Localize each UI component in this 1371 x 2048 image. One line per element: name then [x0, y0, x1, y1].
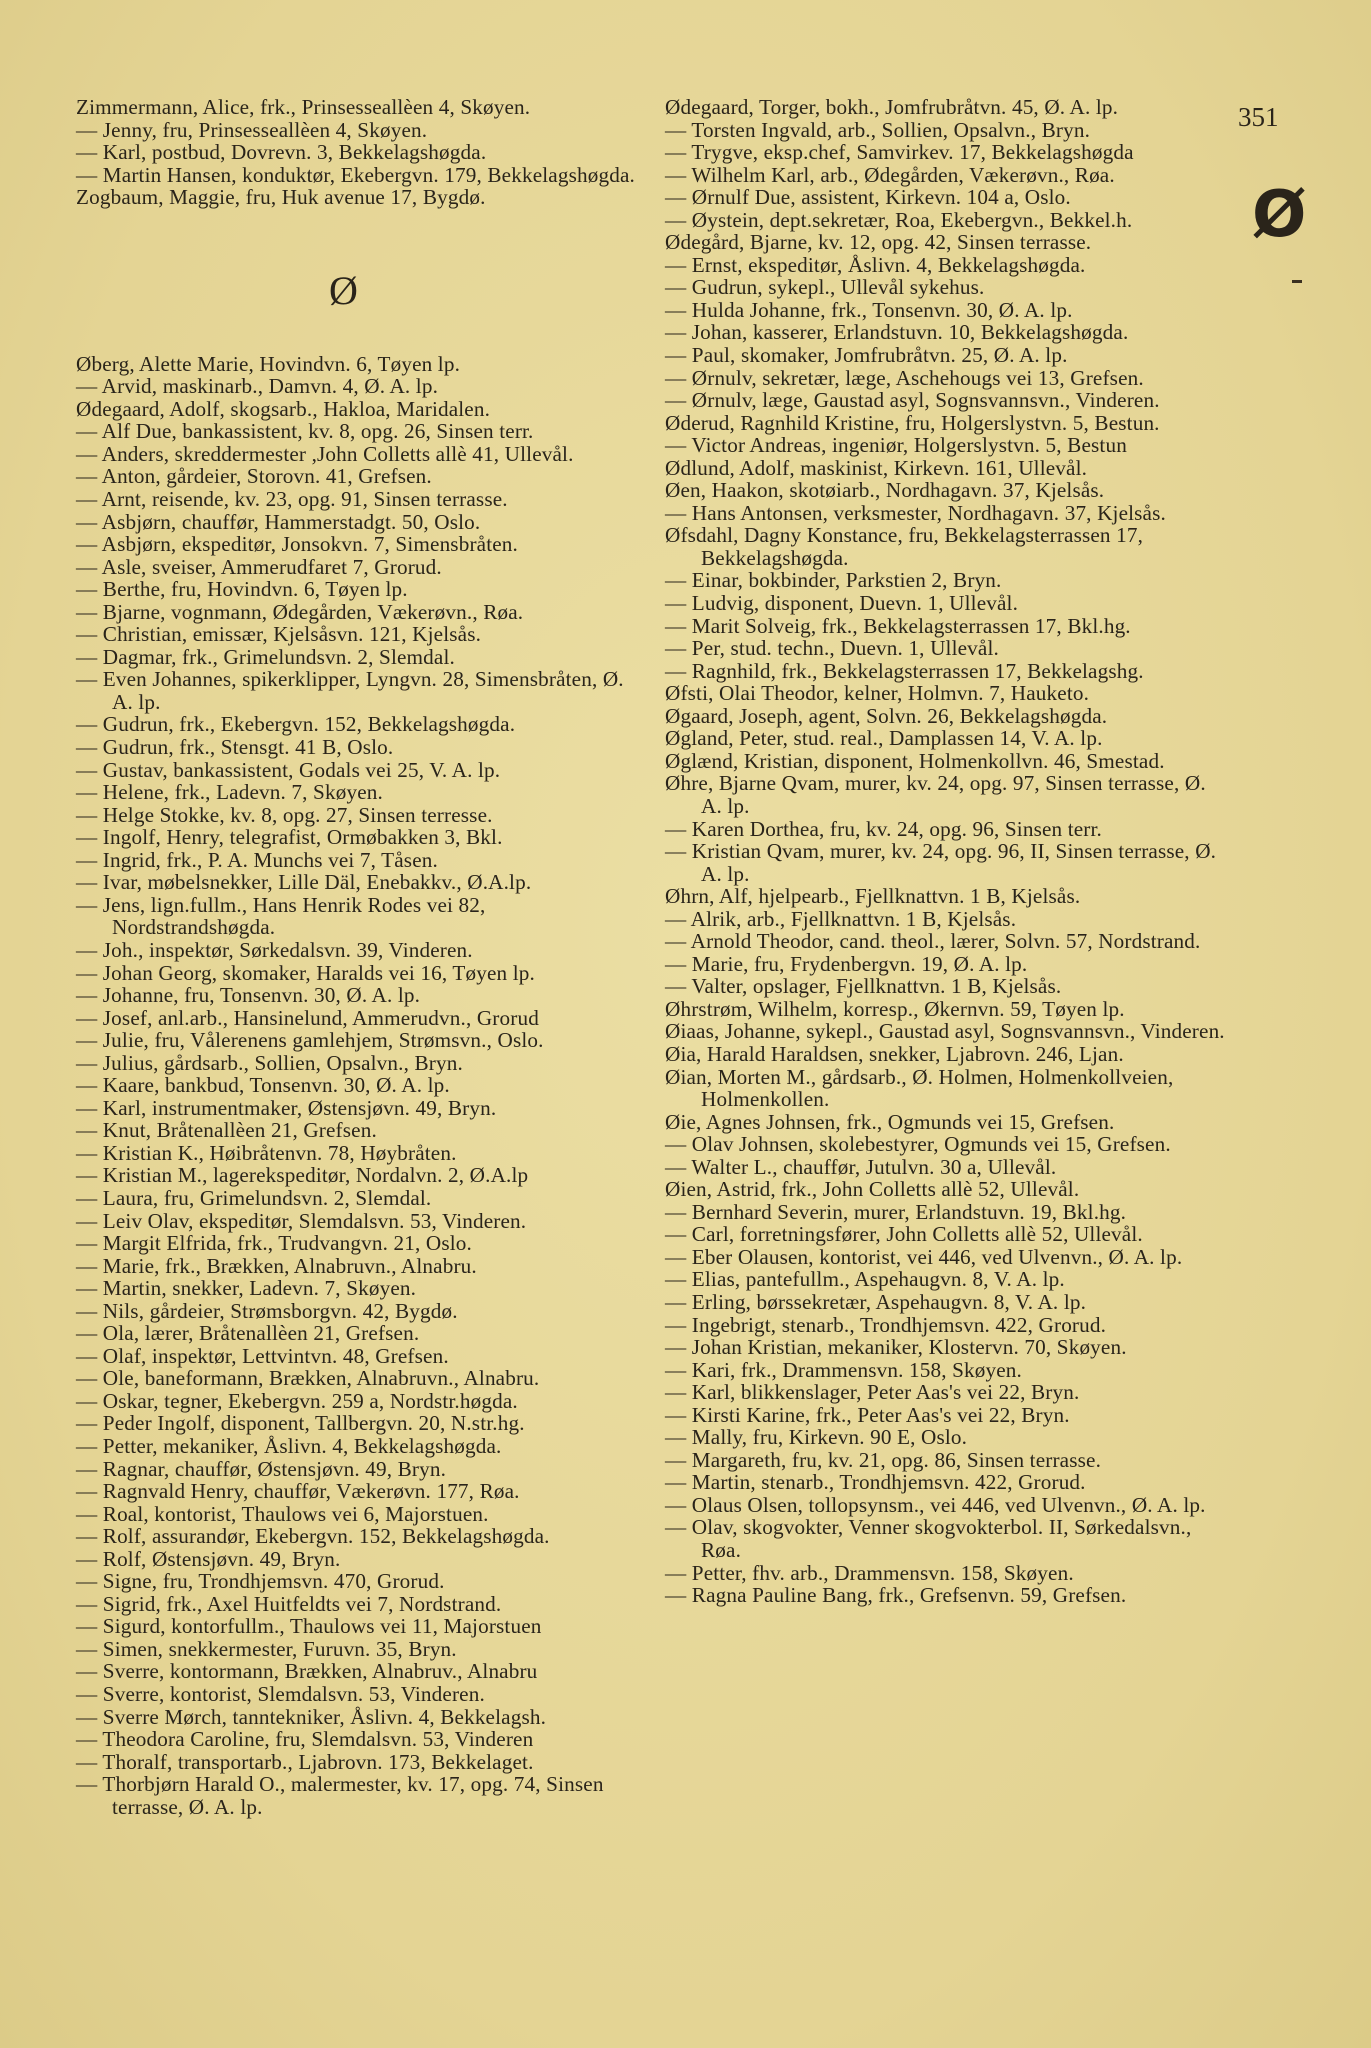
directory-entry: — Petter, mekaniker, Åslivn. 4, Bekkelagshøgda. — [76, 1433, 502, 1458]
z-entries — [76, 96, 641, 209]
o-slash-entries-left — [76, 353, 641, 1819]
directory-entry: — Kari, frk., Drammensvn. 158, Skøyen. — [665, 1357, 1023, 1382]
directory-entry: Øhrstrøm, Wilhelm, korresp., Økernvn. 59, Tøyen lp. — [665, 996, 1125, 1021]
directory-entry: — Øystein, dept.sekretær, Roa, Ekebergvn., Bekkel.h. — [665, 207, 1133, 232]
directory-entry: Øgaard, Joseph, agent, Solvn. 26, Bekkelagshøgda. — [665, 703, 1108, 728]
directory-entry: — Julie, fru, Vålerenens gamlehjem, Strømsvn., Oslo. — [76, 1028, 544, 1053]
directory-entry: — Sverre, kontorist, Slemdalsvn. 53, Vinderen. — [76, 1682, 485, 1706]
directory-entry: — Kristian M., lagerekspeditør, Nordalvn. 2, Ø.A.lp — [76, 1163, 529, 1188]
directory-entry: — Ernst, ekspeditør, Åslivn. 4, Bekkelagshøgda. — [665, 252, 1086, 277]
o-slash-entries-right — [665, 96, 1230, 1607]
directory-entry: Øgland, Peter, stud. real., Damplassen 14, V. A. lp. — [665, 726, 1103, 751]
directory-entry: Ødlund, Adolf, maskinist, Kirkevn. 161, Ullevål. — [665, 455, 1088, 480]
directory-entry: Ødegaard, Adolf, skogsarb., Hakloa, Maridalen. — [76, 396, 491, 421]
section-letter: Ø — [328, 267, 359, 313]
directory-entry: — Ørnulf Due, assistent, Kirkevn. 104 a, Oslo. — [665, 185, 1071, 210]
directory-entry: — Olaf, inspektør, Lettvintvn. 48, Grefsen. — [76, 1343, 449, 1368]
directory-entry: — Ingolf, Henry, telegrafist, Ormøbakken 3, Bkl. — [76, 825, 503, 850]
directory-entry: — Alf Due, bankassistent, kv. 8, opg. 26, Sinsen terr. — [76, 419, 534, 444]
directory-entry: — Asbjørn, chauffør, Hammerstadgt. 50, Oslo. — [76, 509, 481, 534]
directory-entry: — Arnold Theodor, cand. theol., lærer, Solvn. 57, Nordstrand. — [665, 929, 1201, 954]
directory-entry: — Martin, stenarb., Trondhjemsvn. 422, Grorud. — [665, 1470, 1086, 1495]
directory-entry: — Einar, bokbinder, Parkstien 2, Bryn. — [665, 568, 1002, 593]
directory-entry: — Torsten Ingvald, arb., Sollien, Opsalvn., Bryn. — [665, 117, 1091, 142]
directory-entry: — Trygve, eksp.chef, Samvirkev. 17, Bekkelagshøgda — [665, 140, 1134, 165]
directory-entry: — Peder Ingolf, disponent, Tallbergvn. 20, N.str.hg. — [76, 1411, 525, 1436]
directory-entry: — Hans Antonsen, verksmester, Nordhagavn. 37, Kjelsås. — [665, 500, 1166, 525]
directory-entry: Øen, Haakon, skotøiarb., Nordhagavn. 37, Kjelsås. — [665, 478, 1105, 503]
directory-entry: — Julius, gårdsarb., Sollien, Opsalvn., Bryn. — [76, 1050, 463, 1075]
directory-entry: — Kristian Qvam, murer, kv. 24, opg. 96, II, Sinsen terrasse, Ø. A. lp. — [665, 839, 1217, 886]
directory-entry: — Arvid, maskinarb., Damvn. 4, Ø. A. lp. — [76, 374, 439, 399]
directory-entry: — Olaus Olsen, tollopsynsm., vei 446, ved Ulvenvn., Ø. A. lp. — [665, 1492, 1206, 1517]
directory-entry: — Kristian K., Høibråtenvn. 78, Høybråten. — [76, 1140, 457, 1165]
directory-entry: — Ørnulv, læge, Gaustad asyl, Sognsvannsvn., Vinderen. — [665, 388, 1160, 413]
directory-entry: — Ivar, møbelsnekker, Lille Däl, Enebakkv., Ø.A.lp. — [76, 870, 532, 895]
directory-entry: Øderud, Ragnhild Kristine, fru, Holgerslystvn. 5, Bestun. — [665, 410, 1160, 435]
right-column — [665, 96, 1230, 1607]
directory-entry: — Roal, kontorist, Thaulows vei 6, Majorstuen. — [76, 1501, 489, 1526]
directory-entry: — Asbjørn, ekspeditør, Jonsokvn. 7, Simensbråten. — [76, 532, 518, 557]
directory-entry: Øien, Astrid, frk., John Colletts allè 52, Ullevål. — [665, 1177, 1080, 1202]
directory-entry: — Paul, skomaker, Jomfrubråtvn. 25, Ø. A. lp. — [665, 343, 1068, 368]
directory-entry: — Helge Stokke, kv. 8, opg. 27, Sinsen terresse. — [76, 802, 493, 827]
directory-entry: — Ingrid, frk., P. A. Munchs vei 7, Tåsen. — [76, 847, 438, 872]
directory-entry: Øian, Morten M., gårdsarb., Ø. Holmen, Holmenkollveien, Holmenkollen. — [665, 1064, 1174, 1112]
directory-entry: — Gustav, bankassistent, Godals vei 25, V. A. lp. — [76, 757, 501, 782]
directory-entry: — Gudrun, sykepl., Ullevål sykehus. — [665, 275, 985, 300]
page-number: 351 — [1238, 102, 1279, 132]
directory-entry: Øfsti, Olai Theodor, kelner, Holmvn. 7, Hauketo. — [665, 681, 1090, 706]
directory-entry: — Hulda Johanne, frk., Tonsenvn. 30, Ø. A. lp. — [665, 297, 1073, 322]
directory-entry: — Johan Georg, skomaker, Haralds vei 16, Tøyen lp. — [76, 960, 535, 985]
directory-entry: Øiaas, Johanne, sykepl., Gaustad asyl, Sognsvannsvn., Vinderen. — [665, 1019, 1225, 1044]
directory-entry: — Ola, lærer, Bråtenallèen 21, Grefsen. — [76, 1321, 420, 1346]
directory-entry: — Leiv Olav, ekspeditør, Slemdalsvn. 53, Vinderen. — [76, 1208, 527, 1233]
directory-entry: — Anton, gårdeier, Storovn. 41, Grefsen. — [76, 464, 432, 489]
directory-entry: — Karen Dorthea, fru, kv. 24, opg. 96, Sinsen terr. — [665, 816, 1102, 841]
directory-entry: — Karl, postbud, Dovrevn. 3, Bekkelagshøgda. — [76, 140, 487, 165]
directory-entry: — Laura, fru, Grimelundsvn. 2, Slemdal. — [76, 1185, 432, 1210]
directory-entry: — Ragnhild, frk., Bekkelagsterrassen 17, Bekkelagshg. — [665, 658, 1144, 683]
directory-entry: — Mally, fru, Kirkevn. 90 E, Oslo. — [665, 1425, 968, 1450]
directory-entry: — Ragnar, chauffør, Østensjøvn. 49, Bryn. — [76, 1456, 447, 1481]
left-column — [76, 96, 641, 1818]
directory-entry: — Karl, instrumentmaker, Østensjøvn. 49, Bryn. — [76, 1095, 497, 1120]
directory-entry: — Kirsti Karine, frk., Peter Aas's vei 22, Bryn. — [665, 1402, 1070, 1427]
directory-entry: — Marie, frk., Brækken, Alnabruvn., Alnabru. — [76, 1253, 477, 1278]
directory-entry: — Olav Johnsen, skolebestyrer, Ogmunds vei 15, Grefsen. — [665, 1132, 1171, 1157]
directory-entry: — Valter, opslager, Fjellknattvn. 1 B, Kjelsås. — [665, 974, 1062, 999]
directory-entry: — Helene, frk., Ladevn. 7, Skøyen. — [76, 780, 383, 805]
directory-entry: — Nils, gårdeier, Strømsborgvn. 42, Bygdø. — [76, 1298, 458, 1323]
directory-entry: — Alrik, arb., Fjellknattvn. 1 B, Kjelsås. — [665, 906, 1017, 931]
directory-entry: Øberg, Alette Marie, Hovindvn. 6, Tøyen lp. — [76, 351, 461, 376]
directory-entry: — Thoralf, transportarb., Ljabrovn. 173, Bekkelaget. — [76, 1749, 534, 1774]
directory-entry: — Jens, lign.fullm., Hans Henrik Rodes vei 82, Nordstrandshøgda. — [76, 892, 486, 940]
directory-entry: — Joh., inspektør, Sørkedalsvn. 39, Vinderen. — [76, 937, 473, 962]
directory-entry: — Johan, kasserer, Erlandstuvn. 10, Bekkelagshøgda. — [665, 320, 1129, 345]
directory-entry: — Gudrun, frk., Stensgt. 41 B, Oslo. — [76, 735, 394, 760]
directory-entry: — Margit Elfrida, frk., Trudvangvn. 21, Oslo. — [76, 1231, 472, 1256]
directory-entry: — Simen, snekkermester, Furuvn. 35, Bryn. — [76, 1636, 457, 1661]
directory-entry: — Theodora Caroline, fru, Slemdalsvn. 53, Vinderen — [76, 1727, 534, 1752]
directory-entry: Øglænd, Kristian, disponent, Holmenkollvn. 46, Smestad. — [665, 748, 1165, 773]
directory-entry: — Dagmar, frk., Grimelundsvn. 2, Slemdal. — [76, 644, 455, 669]
directory-entry: — Karl, blikkenslager, Peter Aas's vei 22, Bryn. — [665, 1380, 1080, 1405]
directory-entry: — Ludvig, disponent, Duevn. 1, Ullevål. — [665, 591, 1019, 616]
directory-entry: — Arnt, reisende, kv. 23, opg. 91, Sinsen terrasse. — [76, 487, 508, 512]
directory-entry: — Oskar, tegner, Ekebergvn. 259 a, Nordstr.høgda. — [76, 1388, 518, 1413]
directory-entry: — Rolf, assurandør, Ekebergvn. 152, Bekkelagshøgda. — [76, 1524, 550, 1549]
directory-entry: Ødegård, Bjarne, kv. 12, opg. 42, Sinsen terrasse. — [665, 230, 1092, 255]
directory-entry: Øie, Agnes Johnsen, frk., Ogmunds vei 15, Grefsen. — [665, 1109, 1115, 1134]
directory-entry: — Marit Solveig, frk., Bekkelagsterrassen 17, Bkl.hg. — [665, 613, 1131, 638]
directory-entry: — Victor Andreas, ingeniør, Holgerslystvn. 5, Bestun — [665, 433, 1127, 458]
directory-entry: — Walter L., chauffør, Jutulvn. 30 a, Ullevål. — [665, 1154, 1057, 1179]
directory-entry: Øia, Harald Haraldsen, snekker, Ljabrovn. 246, Ljan. — [665, 1041, 1124, 1066]
directory-entry: — Wilhelm Karl, arb., Ødegården, Vækerøvn., Røa. — [665, 162, 1115, 187]
directory-entry: — Eber Olausen, kontorist, vei 446, ved Ulvenvn., Ø. A. lp. — [665, 1244, 1183, 1269]
directory-entry: — Rolf, Østensjøvn. 49, Bryn. — [76, 1546, 341, 1571]
directory-entry: — Martin Hansen, konduktør, Ekebergvn. 179, Bekkelagshøgda. — [76, 162, 635, 187]
directory-entry: — Martin, snekker, Ladevn. 7, Skøyen. — [76, 1276, 417, 1301]
directory-entry: — Gudrun, frk., Ekebergvn. 152, Bekkelagshøgda. — [76, 712, 516, 737]
directory-entry: — Erling, børssekretær, Aspehaugvn. 8, V. A. lp. — [665, 1289, 1087, 1314]
directory-entry: — Per, stud. techn., Duevn. 1, Ullevål. — [665, 636, 999, 661]
directory-entry: — Ørnulv, sekretær, læge, Aschehougs vei 13, Grefsen. — [665, 365, 1144, 390]
directory-entry: — Jenny, fru, Prinsesseallèen 4, Skøyen. — [76, 117, 428, 142]
directory-entry: Øhre, Bjarne Qvam, murer, kv. 24, opg. 97, Sinsen terrasse, Ø. A. lp. — [665, 771, 1206, 818]
directory-entry: — Bernhard Severin, murer, Erlandstuvn. 19, Bkl.hg. — [665, 1199, 1127, 1224]
directory-entry: — Sigrid, frk., Axel Huitfeldts vei 7, Nordstrand. — [76, 1591, 502, 1616]
directory-entry: — Bjarne, vognmann, Ødegården, Vækerøvn., Røa. — [76, 599, 524, 624]
directory-entry: — Christian, emissær, Kjelsåsvn. 121, Kjelsås. — [76, 622, 482, 647]
directory-entry: — Ingebrigt, stenarb., Trondhjemsvn. 422, Grorud. — [665, 1312, 1107, 1337]
directory-entry: — Asle, sveiser, Ammerudfaret 7, Grorud. — [76, 554, 442, 579]
directory-entry: — Knut, Bråtenallèen 21, Grefsen. — [76, 1118, 377, 1143]
directory-entry: — Johan Kristian, mekaniker, Klostervn. 70, Skøyen. — [665, 1335, 1127, 1360]
directory-entry: Ødegaard, Torger, bokh., Jomfrubråtvn. 45, Ø. A. lp. — [665, 95, 1119, 119]
directory-entry: Zimmermann, Alice, frk., Prinsesseallèen 4, Skøyen. — [76, 95, 531, 119]
directory-entry: — Carl, forretningsfører, John Colletts allè 52, Ullevål. — [665, 1222, 1143, 1247]
directory-entry: — Sigurd, kontorfullm., Thaulows vei 11, Majorstuen — [76, 1614, 542, 1639]
directory-entry: — Josef, anl.arb., Hansinelund, Ammerudvn., Grorud — [76, 1005, 539, 1030]
directory-entry: — Berthe, fru, Hovindvn. 6, Tøyen lp. — [76, 577, 408, 602]
directory-entry: — Ragna Pauline Bang, frk., Grefsenvn. 59, Grefsen. — [665, 1583, 1127, 1608]
directory-entry: — Even Johannes, spikerklipper, Lyngvn. 28, Simensbråten, Ø. A. lp. — [76, 667, 624, 714]
directory-entry: — Ole, baneformann, Brækken, Alnabruvn., Alnabru. — [76, 1366, 540, 1391]
directory-entry: — Petter, fhv. arb., Drammensvn. 158, Skøyen. — [665, 1560, 1074, 1585]
directory-entry: — Johanne, fru, Tonsenvn. 30, Ø. A. lp. — [76, 983, 421, 1008]
directory-entry: — Olav, skogvokter, Venner skogvokterbol. II, Sørkedalsvn., Røa. — [665, 1515, 1192, 1562]
directory-entry: — Thorbjørn Harald O., malermester, kv. 17, opg. 74, Sinsen terrasse, Ø. A. lp. — [76, 1772, 604, 1819]
directory-entry: Øfsdahl, Dagny Konstance, fru, Bekkelagsterrassen 17, Bekkelagshøgda. — [665, 523, 1144, 570]
directory-entry: Zogbaum, Maggie, fru, Huk avenue 17, Bygdø. — [76, 185, 486, 210]
thumb-index-letter: Ø — [1252, 178, 1307, 252]
directory-entry: — Sverre Mørch, tanntekniker, Åslivn. 4, Bekkelagsh. — [76, 1704, 547, 1729]
directory-entry: — Margareth, fru, kv. 21, opg. 86, Sinsen terrasse. — [665, 1447, 1102, 1472]
directory-entry: — Anders, skreddermester ,John Colletts allè 41, Ullevål. — [76, 441, 574, 466]
directory-entry: — Sverre, kontormann, Brækken, Alnabruv., Alnabru — [76, 1659, 538, 1684]
directory-entry: — Kaare, bankbud, Tonsenvn. 30, Ø. A. lp. — [76, 1073, 450, 1098]
margin-mark — [1292, 280, 1302, 283]
directory-entry: — Signe, fru, Trondhjemsvn. 470, Grorud. — [76, 1569, 445, 1594]
directory-entry: — Ragnvald Henry, chauffør, Vækerøvn. 177, Røa. — [76, 1479, 520, 1504]
directory-entry: Øhrn, Alf, hjelpearb., Fjellknattvn. 1 B, Kjelsås. — [665, 884, 1081, 909]
directory-entry: — Marie, fru, Frydenbergvn. 19, Ø. A. lp. — [665, 951, 1028, 976]
directory-entry: — Elias, pantefullm., Aspehaugvn. 8, V. A. lp. — [665, 1267, 1065, 1292]
